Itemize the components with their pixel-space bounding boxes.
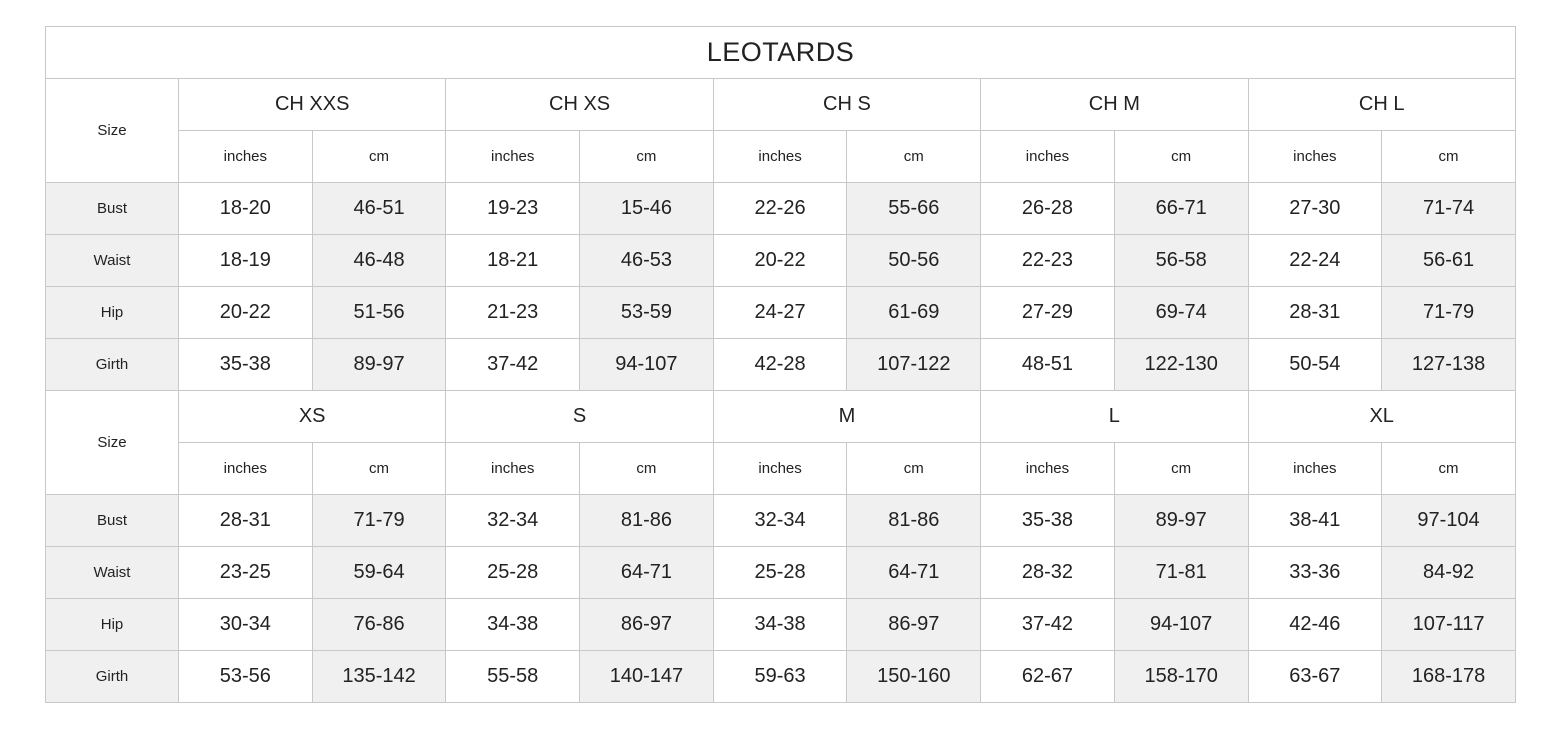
value-cm: 64-71: [580, 547, 714, 599]
unit-inches: inches: [981, 131, 1115, 183]
unit-cm: cm: [1114, 131, 1248, 183]
value-cm: 127-138: [1382, 339, 1516, 391]
size-name: XL: [1248, 391, 1515, 443]
value-inches: 33-36: [1248, 547, 1382, 599]
value-inches: 19-23: [446, 183, 580, 235]
measure-label: Hip: [46, 599, 179, 651]
value-inches: 48-51: [981, 339, 1115, 391]
value-cm: 135-142: [312, 651, 446, 703]
table-row: [46, 235, 1516, 287]
value-inches: 62-67: [981, 651, 1115, 703]
value-inches: 35-38: [981, 495, 1115, 547]
value-inches: 32-34: [713, 495, 847, 547]
value-inches: 35-38: [179, 339, 313, 391]
title-row: [46, 27, 1516, 79]
value-cm: 94-107: [580, 339, 714, 391]
unit-inches: inches: [179, 131, 313, 183]
value-inches: 34-38: [446, 599, 580, 651]
value-cm: 140-147: [580, 651, 714, 703]
value-inches: 25-28: [446, 547, 580, 599]
value-cm: 46-51: [312, 183, 446, 235]
measure-label: Bust: [46, 495, 179, 547]
value-inches: 18-20: [179, 183, 313, 235]
size-name: CH XS: [446, 79, 713, 131]
measure-label: Waist: [46, 235, 179, 287]
size-name: CH M: [981, 79, 1248, 131]
measure-label: Girth: [46, 651, 179, 703]
measure-label: Girth: [46, 339, 179, 391]
unit-row: [46, 443, 1516, 495]
unit-cm: cm: [580, 131, 714, 183]
value-cm: 46-48: [312, 235, 446, 287]
value-inches: 26-28: [981, 183, 1115, 235]
table-row: [46, 599, 1516, 651]
table-row: [46, 651, 1516, 703]
value-cm: 81-86: [847, 495, 981, 547]
value-cm: 64-71: [847, 547, 981, 599]
value-cm: 107-122: [847, 339, 981, 391]
value-inches: 18-19: [179, 235, 313, 287]
value-cm: 71-74: [1382, 183, 1516, 235]
value-inches: 21-23: [446, 287, 580, 339]
value-inches: 23-25: [179, 547, 313, 599]
value-cm: 89-97: [312, 339, 446, 391]
value-cm: 56-61: [1382, 235, 1516, 287]
unit-cm: cm: [1114, 443, 1248, 495]
leotard-size-chart: [45, 26, 1516, 703]
unit-inches: inches: [1248, 131, 1382, 183]
value-inches: 50-54: [1248, 339, 1382, 391]
value-inches: 53-56: [179, 651, 313, 703]
value-cm: 81-86: [580, 495, 714, 547]
value-cm: 71-79: [1382, 287, 1516, 339]
unit-inches: inches: [713, 131, 847, 183]
unit-cm: cm: [1382, 443, 1516, 495]
value-inches: 24-27: [713, 287, 847, 339]
value-cm: 61-69: [847, 287, 981, 339]
value-inches: 30-34: [179, 599, 313, 651]
value-cm: 53-59: [580, 287, 714, 339]
value-inches: 37-42: [981, 599, 1115, 651]
unit-inches: inches: [713, 443, 847, 495]
value-inches: 27-29: [981, 287, 1115, 339]
measure-label: Bust: [46, 183, 179, 235]
value-inches: 22-26: [713, 183, 847, 235]
value-cm: 66-71: [1114, 183, 1248, 235]
value-inches: 37-42: [446, 339, 580, 391]
value-inches: 32-34: [446, 495, 580, 547]
value-cm: 51-56: [312, 287, 446, 339]
value-cm: 86-97: [847, 599, 981, 651]
value-cm: 84-92: [1382, 547, 1516, 599]
value-inches: 20-22: [179, 287, 313, 339]
value-cm: 59-64: [312, 547, 446, 599]
size-header-row: [46, 79, 1516, 131]
value-cm: 55-66: [847, 183, 981, 235]
value-cm: 97-104: [1382, 495, 1516, 547]
size-label: Size: [46, 79, 179, 183]
unit-inches: inches: [446, 131, 580, 183]
value-inches: 42-28: [713, 339, 847, 391]
value-cm: 76-86: [312, 599, 446, 651]
value-cm: 56-58: [1114, 235, 1248, 287]
value-inches: 42-46: [1248, 599, 1382, 651]
value-inches: 20-22: [713, 235, 847, 287]
table-row: [46, 547, 1516, 599]
value-inches: 55-58: [446, 651, 580, 703]
value-cm: 71-81: [1114, 547, 1248, 599]
size-name: CH XXS: [179, 79, 446, 131]
value-cm: 107-117: [1382, 599, 1516, 651]
value-inches: 28-32: [981, 547, 1115, 599]
unit-inches: inches: [1248, 443, 1382, 495]
value-inches: 28-31: [179, 495, 313, 547]
unit-cm: cm: [847, 443, 981, 495]
unit-cm: cm: [312, 131, 446, 183]
value-inches: 25-28: [713, 547, 847, 599]
value-cm: 69-74: [1114, 287, 1248, 339]
unit-cm: cm: [1382, 131, 1516, 183]
unit-inches: inches: [981, 443, 1115, 495]
size-name: CH L: [1248, 79, 1515, 131]
size-header-row: [46, 391, 1516, 443]
chart-title: LEOTARDS: [46, 27, 1516, 79]
unit-inches: inches: [179, 443, 313, 495]
unit-inches: inches: [446, 443, 580, 495]
table-row: [46, 495, 1516, 547]
size-name: M: [713, 391, 980, 443]
measure-label: Waist: [46, 547, 179, 599]
value-cm: 122-130: [1114, 339, 1248, 391]
size-name: CH S: [713, 79, 980, 131]
unit-cm: cm: [312, 443, 446, 495]
value-inches: 22-23: [981, 235, 1115, 287]
chart-body: [46, 27, 1516, 703]
value-cm: 71-79: [312, 495, 446, 547]
value-cm: 168-178: [1382, 651, 1516, 703]
size-label: Size: [46, 391, 179, 495]
value-inches: 28-31: [1248, 287, 1382, 339]
unit-cm: cm: [847, 131, 981, 183]
unit-row: [46, 131, 1516, 183]
table-row: [46, 287, 1516, 339]
size-name: S: [446, 391, 713, 443]
value-inches: 63-67: [1248, 651, 1382, 703]
value-cm: 50-56: [847, 235, 981, 287]
value-cm: 86-97: [580, 599, 714, 651]
size-name: XS: [179, 391, 446, 443]
value-cm: 94-107: [1114, 599, 1248, 651]
value-cm: 46-53: [580, 235, 714, 287]
table-row: [46, 183, 1516, 235]
value-inches: 34-38: [713, 599, 847, 651]
measure-label: Hip: [46, 287, 179, 339]
value-inches: 38-41: [1248, 495, 1382, 547]
value-inches: 22-24: [1248, 235, 1382, 287]
unit-cm: cm: [580, 443, 714, 495]
value-cm: 158-170: [1114, 651, 1248, 703]
value-cm: 15-46: [580, 183, 714, 235]
value-inches: 18-21: [446, 235, 580, 287]
table-row: [46, 339, 1516, 391]
value-inches: 27-30: [1248, 183, 1382, 235]
value-inches: 59-63: [713, 651, 847, 703]
value-cm: 89-97: [1114, 495, 1248, 547]
value-cm: 150-160: [847, 651, 981, 703]
size-name: L: [981, 391, 1248, 443]
